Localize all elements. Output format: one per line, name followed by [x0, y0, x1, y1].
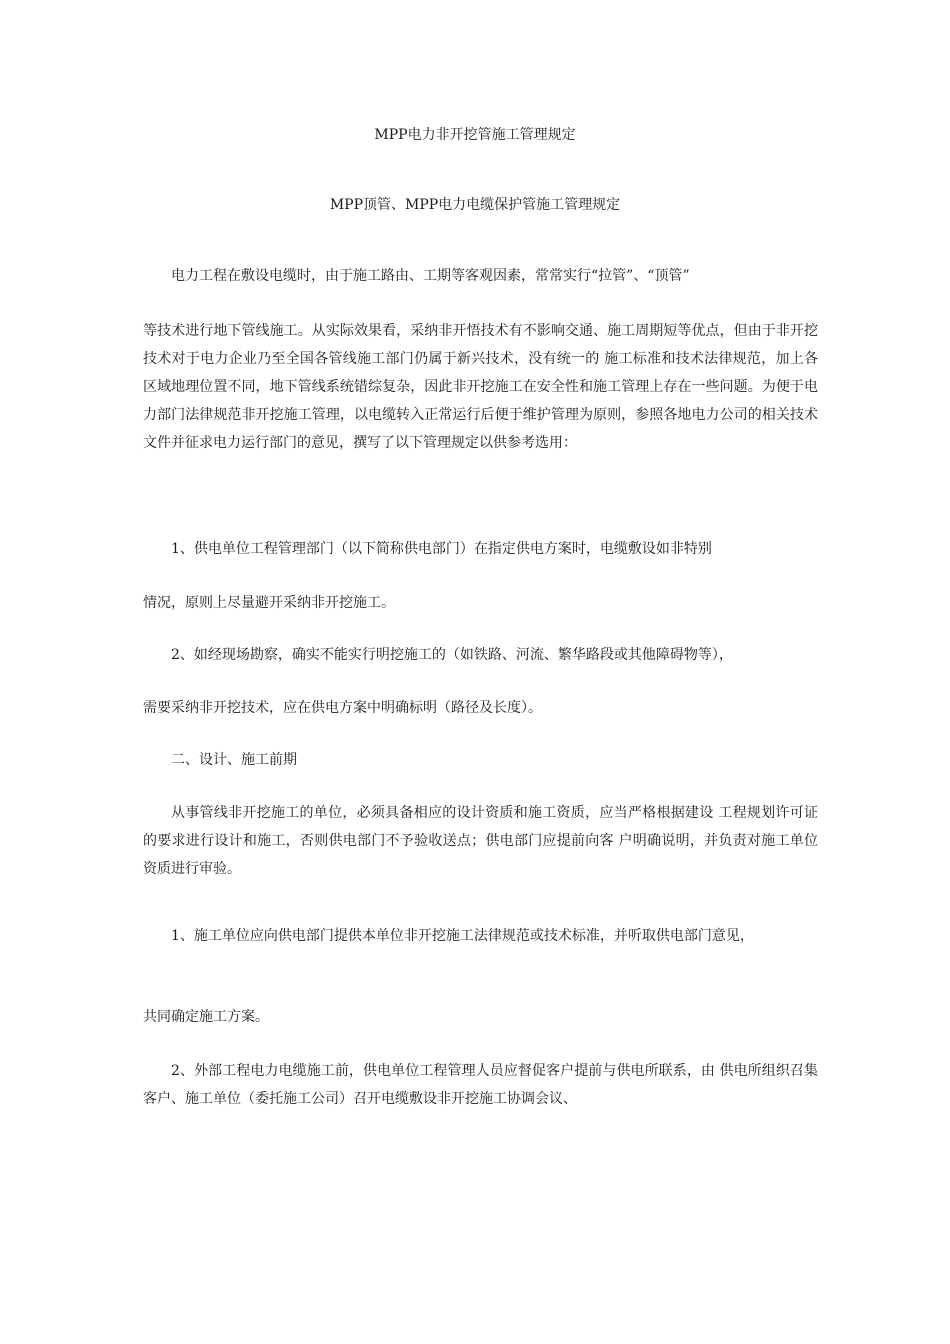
section-heading-design: 二、设计、施工前期 [171, 752, 297, 768]
paragraph-item-1-cont: 情况，原则上尽量避开采纳非开挖施工。 [143, 595, 395, 611]
paragraph-item-1: 1、供电单位工程管理部门（以下简称供电部门）在指定供电方案时，电缆敷设如非特别 [171, 541, 712, 557]
paragraph-qualification: 从事管线非开挖施工的单位，必须具备相应的设计资质和施工资质，应当严格根据建设 工程规划许可证的要求进行设计和施工，否则供电部门不予验收送点；供电部门应提前向客 户明确说明，并负责对施工单位资质进行审验。 [143, 805, 818, 877]
paragraph-intro-body: 等技术进行地下管线施工。从实际效果看，采纳非开悟技术有不影响交通、施工周期短等优点，但由于非开挖技术对于电力企业乃至全国各管线施工部门仍属于新兴技术，没有统一的 施工标准和技术法律规范，加上各区域地理位置不同，地下管线系统错综复杂，因此非开挖施工在安全性和施工管理上存在一些问题。为便于电力部门法律规范非开挖施工管理，以电缆转入正常运行后便于维护管理为原则，参照各地电力公司的相关技术文件并征求电力运行部门的意见，撰写了以下管理规定以供参考选用： [143, 323, 818, 451]
paragraph-design-item-1-cont: 共同确定施工方案。 [143, 1009, 269, 1025]
paragraph-item-2-cont: 需要采纳非开挖技术，应在供电方案中明确标明（路径及长度）。 [143, 700, 542, 716]
paragraph-design-item-2: 2、外部工程电力电缆施工前，供电单位工程管理人员应督促客户提前与供电所联系，由 供电所组织召集客户、施工单位（委托施工公司）召开电缆敷设非开挖施工协调会议、 [143, 1063, 818, 1107]
document-subtitle: MPP顶管、MPP电力电缆保护管施工管理规定 [329, 197, 621, 213]
document-title: MPP电力非开挖管施工管理规定 [374, 127, 576, 143]
paragraph-design-item-1: 1、施工单位应向供电部门提供本单位非开挖施工法律规范或技术标准，并听取供电部门意见， [171, 928, 754, 944]
paragraph-intro-lead: 电力工程在敷设电缆时，由于施工路由、工期等客观因素，常常实行“拉管”、“顶管” [171, 268, 690, 284]
paragraph-item-2: 2、如经现场勘察，确实不能实行明挖施工的（如铁路、河流、繁华路段或其他障碍物等）， [171, 647, 733, 663]
